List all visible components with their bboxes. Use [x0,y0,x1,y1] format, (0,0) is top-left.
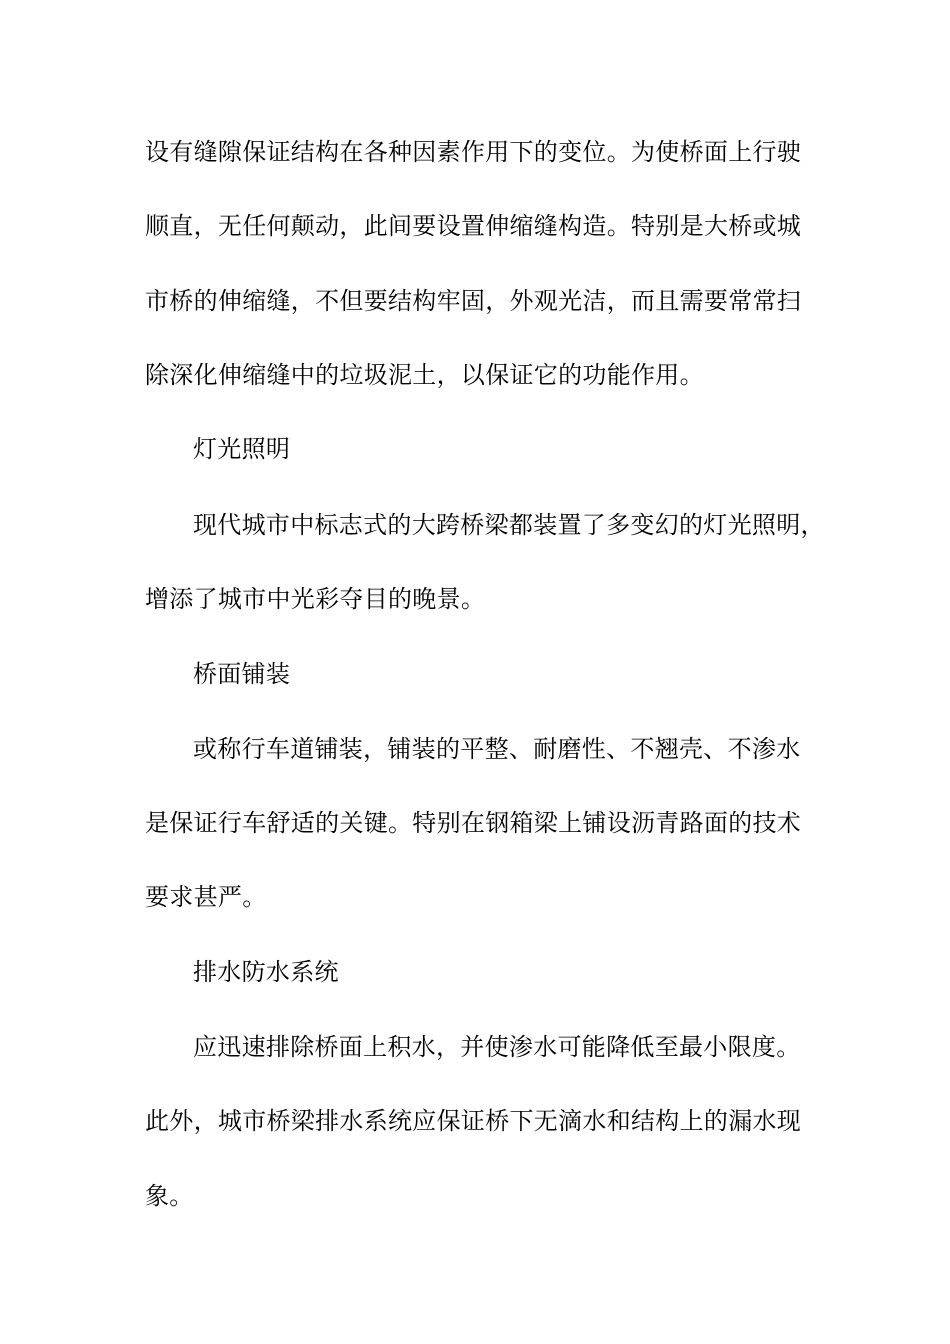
section-heading: 桥面铺装 [193,660,291,688]
paragraph-line: 或称行车道铺装，铺装的平整、耐磨性、不翘壳、不渗水 [193,735,801,763]
paragraph-line: 此外，城市桥梁排水系统应保证桥下无滴水和结构上的漏水现 [145,1107,802,1135]
paragraph-line: 市桥的伸缩缝，不但要结构牢固，外观光洁，而且需要常常扫 [145,287,802,315]
section-heading: 灯光照明 [193,435,291,463]
section-heading: 排水防水系统 [193,958,339,986]
paragraph-line: 除深化伸缩缝中的垃圾泥土，以保证它的功能作用。 [145,361,704,389]
paragraph-line: 设有缝隙保证结构在各种因素作用下的变位。为使桥面上行驶 [145,138,802,166]
paragraph-line: 要求甚严。 [145,883,267,911]
paragraph-line: 象。 [145,1182,194,1210]
paragraph-line: 是保证行车舒适的关键。特别在钢箱梁上铺设沥青路面的技术 [145,809,802,837]
paragraph-line: 顺直，无任何颠动，此间要设置伸缩缝构造。特别是大桥或城 [145,212,802,240]
paragraph-line: 增添了城市中光彩夺目的晚景。 [145,585,486,613]
paragraph-line: 应迅速排除桥面上积水，并使渗水可能降低至最小限度。 [193,1033,801,1061]
paragraph-line: 现代城市中标志式的大跨桥梁都装置了多变幻的灯光照明， [193,511,825,539]
